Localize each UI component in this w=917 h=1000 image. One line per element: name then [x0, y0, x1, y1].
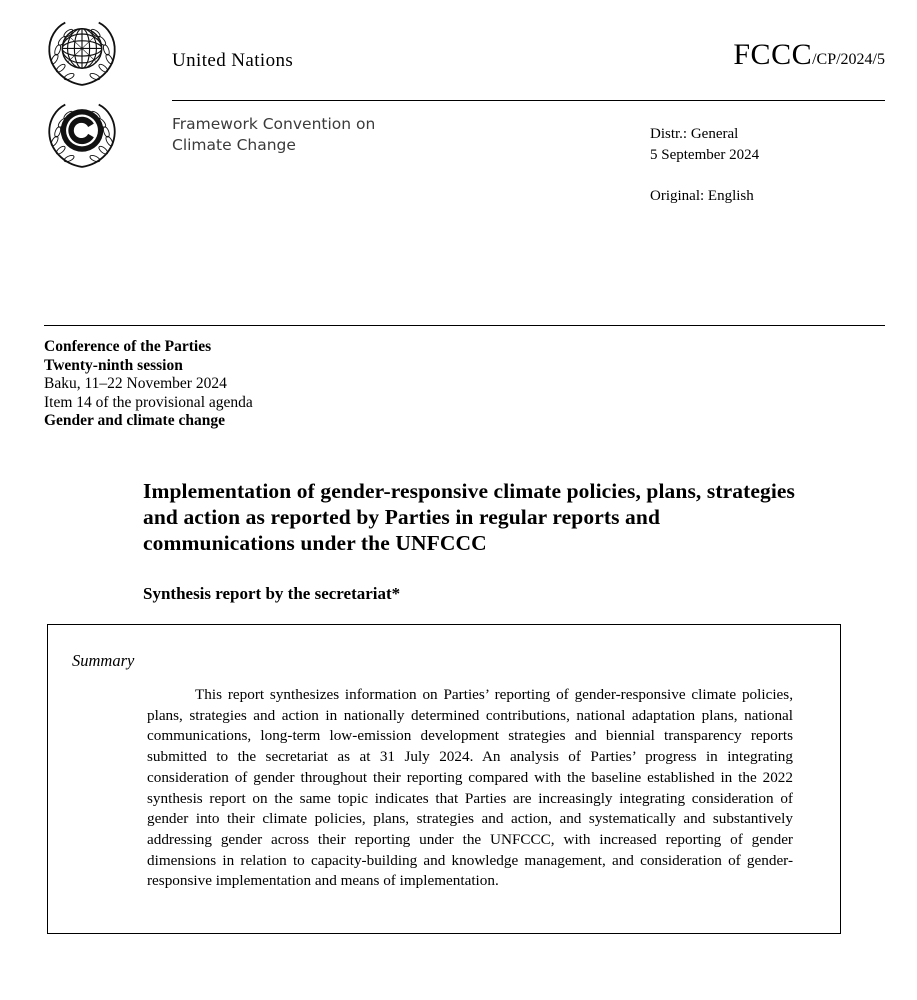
header-body-divider — [44, 325, 885, 326]
session-venue-dates: Baku, 11–22 November 2024 — [44, 375, 227, 392]
session-number: Twenty-ninth session — [44, 356, 183, 374]
document-byline: Synthesis report by the secretariat* — [143, 584, 401, 603]
masthead-top-row — [44, 22, 885, 80]
un-emblem-icon — [44, 18, 120, 88]
convention-name — [172, 114, 375, 156]
page-title: Implementation of gender-responsive climate policies, plans, strategies and action as reported by Parties in regular reports and communications under the UNFCCC — [143, 479, 796, 555]
summary-label: Summary — [72, 651, 135, 670]
unfccc-logo-icon — [44, 100, 120, 170]
document-symbol — [733, 38, 885, 72]
convention-line-2: Climate Change — [172, 136, 296, 154]
distribution-text: Distr.: General — [650, 126, 739, 142]
convention-line-1: Framework Convention on — [172, 115, 376, 133]
distribution-block — [650, 124, 759, 166]
session-agenda-item: Item 14 of the provisional agenda — [44, 393, 253, 411]
session-topic: Gender and climate change — [44, 412, 225, 429]
original-language: Original: English — [650, 188, 754, 204]
masthead — [44, 22, 885, 80]
document-symbol-main: FCCC — [733, 38, 813, 71]
session-body: Conference of the Parties — [44, 338, 212, 355]
organization-name: United Nations — [172, 50, 294, 71]
summary-paragraph: This report synthesizes information on Parties’ reporting of gender-responsive climate policies, plans, strategies and action in nationally determined contributions, national adaptation plans, national communications, long-term low-emission development strategies and biennial transparency reports submitted to the secretariat as at 31 July 2024. An analysis of Parties’ progress in integrating consideration of gender throughout their reporting compared with the baseline established in the 2022 synthesis report on the same topic indicates that Parties are increasingly integrating consideration of gender into their climate policies, plans, strategies and action, and systematically and substantively addressing gender across their reporting under the UNFCCC, with increased reporting of gender dimensions in relation to capacity-building and knowledge management, and consideration of gender-responsive implementation and means of implementation. — [147, 686, 793, 890]
summary-box — [47, 624, 841, 934]
document-symbol-suffix: /CP/2024/5 — [812, 51, 885, 68]
document-date: 5 September 2024 — [650, 147, 760, 163]
summary-text — [147, 685, 793, 892]
masthead-divider — [172, 100, 885, 101]
session-block — [44, 338, 544, 431]
